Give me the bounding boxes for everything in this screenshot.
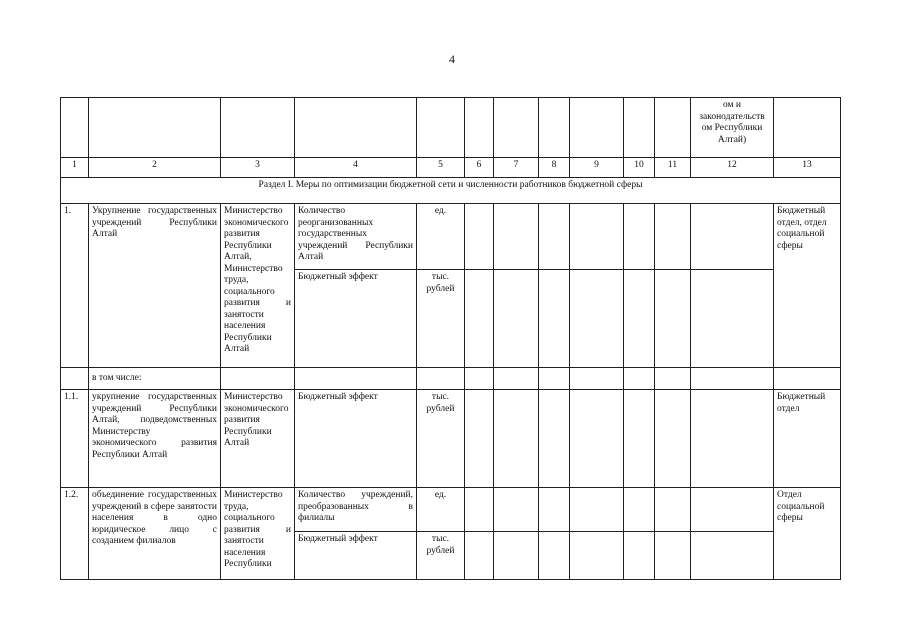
header-cell-8 [539,98,570,158]
responsible-cell: Министерство труда, социального развития и занятости населения Республики [221,488,295,580]
value-cell [655,368,691,390]
header-cell-9 [570,98,624,158]
value-cell [494,488,539,532]
value-cell [494,270,539,368]
header-cell-2 [89,98,221,158]
value-cell [465,390,494,488]
value-cell [539,368,570,390]
header-cell-3 [221,98,295,158]
value-cell [691,368,774,390]
value-cell [570,390,624,488]
executor-cell: Отдел социальной сферы [774,488,841,580]
column-number-row [61,158,841,178]
executor-cell: Бюджетный отдел, отдел социальной сферы [774,204,841,368]
value-cell [539,270,570,368]
value-cell [570,270,624,368]
value-cell [691,270,774,368]
value-cell [539,204,570,270]
value-cell [570,368,624,390]
value-cell [465,204,494,270]
value-cell [691,488,774,532]
column-number: 8 [539,158,570,178]
header-cell-6 [465,98,494,158]
header-cell-4 [295,98,417,158]
section-title: Раздел I. Меры по оптимизации бюджетной сети и численности работников бюджетной сферы [61,178,841,204]
column-number: 9 [570,158,624,178]
indicator-cell: Количество реорганизованных государственных учреждений Республики Алтай [295,204,417,270]
header-cell-13 [774,98,841,158]
table-row [61,390,841,488]
indicator-cell: Бюджетный эффект [295,390,417,488]
indicator-cell: Бюджетный эффект [295,532,417,580]
unit-cell: тыс. рублей [417,532,465,580]
row-number: 1. [61,204,89,368]
value-cell [465,270,494,368]
value-cell [295,368,417,390]
value-cell [691,532,774,580]
header-cell-11 [655,98,691,158]
column-number: 4 [295,158,417,178]
value-cell [465,368,494,390]
row-number: 1.2. [61,488,89,580]
including-label: в том числе: [89,368,221,390]
unit-cell: ед. [417,204,465,270]
value-cell [624,270,655,368]
header-cell-12: ом и законодательств ом Республики Алтай) [691,98,774,158]
header-cell-10 [624,98,655,158]
unit-cell: тыс. рублей [417,270,465,368]
responsible-cell: Министерство экономического развития Республики Алтай, Министерство труда, социального развития и занятости населения Республики Алтай [221,204,295,368]
value-cell [774,368,841,390]
column-number: 1 [61,158,89,178]
table-row [61,368,841,390]
measure-cell: Укрупнение государственных учреждений Республики Алтай [89,204,221,368]
unit-cell: тыс. рублей [417,390,465,488]
value-cell [655,488,691,532]
header-cell-5 [417,98,465,158]
value-cell [221,368,295,390]
value-cell [570,532,624,580]
table-row [61,488,841,532]
value-cell [494,532,539,580]
value-cell [570,204,624,270]
value-cell [494,204,539,270]
header-cell-7 [494,98,539,158]
column-number: 2 [89,158,221,178]
measure-cell: укрупнение государственных учреждений Республики Алтай, подведомственных Министерству экономического развития Республики Алтай [89,390,221,488]
responsible-cell: Министерство экономического развития Республики Алтай [221,390,295,488]
column-number: 10 [624,158,655,178]
value-cell [539,390,570,488]
value-cell [465,488,494,532]
value-cell [624,532,655,580]
measure-cell: объединение государственных учреждений в сфере занятости населения в одно юридическое лицо с созданием филиалов [89,488,221,580]
value-cell [570,488,624,532]
column-number: 3 [221,158,295,178]
column-number: 7 [494,158,539,178]
value-cell [624,390,655,488]
value-cell [624,204,655,270]
value-cell [494,368,539,390]
header-cell-1 [61,98,89,158]
column-number: 5 [417,158,465,178]
value-cell [465,532,494,580]
value-cell [655,390,691,488]
column-number: 11 [655,158,691,178]
section-row [61,178,841,204]
column-number: 12 [691,158,774,178]
value-cell [624,488,655,532]
value-cell [691,204,774,270]
value-cell [624,368,655,390]
page-number: 4 [449,52,455,66]
row-number [61,368,89,390]
value-cell [539,532,570,580]
value-cell [655,204,691,270]
indicator-cell: Количество учреждений, преобразованных в филиалы [295,488,417,532]
indicator-cell: Бюджетный эффект [295,270,417,368]
value-cell [494,390,539,488]
value-cell [417,368,465,390]
column-number: 13 [774,158,841,178]
unit-cell: ед. [417,488,465,532]
row-number: 1.1. [61,390,89,488]
value-cell [691,390,774,488]
column-number: 6 [465,158,494,178]
table-row [61,204,841,270]
value-cell [655,270,691,368]
value-cell [655,532,691,580]
measures-table [60,97,841,580]
value-cell [539,488,570,532]
header-continuation-row [61,98,841,158]
executor-cell: Бюджетный отдел [774,390,841,488]
